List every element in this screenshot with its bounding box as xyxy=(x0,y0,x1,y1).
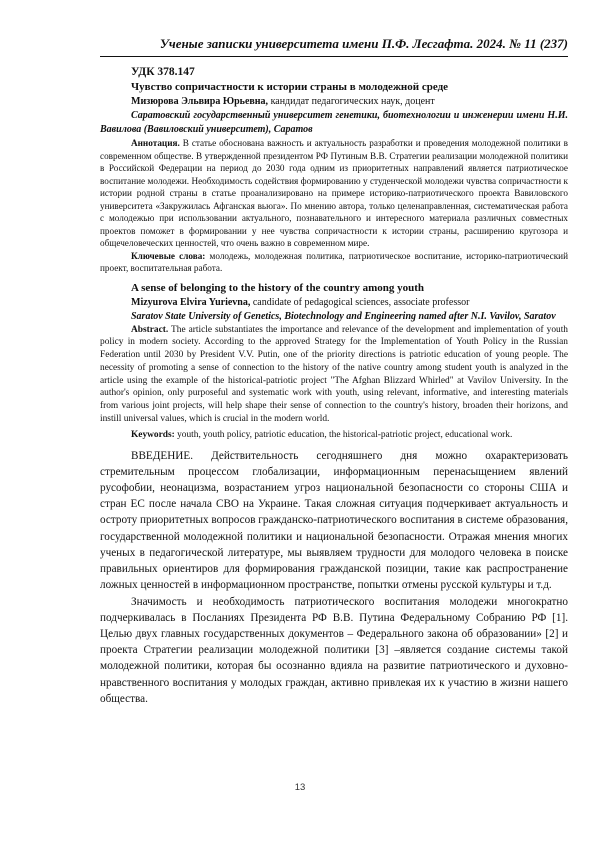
author-credentials-ru: кандидат педагогических наук, доцент xyxy=(268,96,435,107)
keywords-text-ru: молодежь, молодежная политика, патриотическое воспитание, историко-патриотический проект, воспитательная работа. xyxy=(100,250,568,273)
abstract-text-ru: В статье обоснована важность и актуальность разработки и проведения молодежной политики в современном обществе. В утвержденной президентом РФ Путиным В.В. Стратегии реализации молодежной политики в Российской Федерации на период до 2030 года одним из приоритетных направлений является патриотическое воспитание молодежи. Необходимость содействия формированию у студенческой молодежи чувства сопричастности к истории родной страны в статье проанализировано на примере историко-патриотического проекта Вавиловского университета «Закружилась Афганская вьюга». По мнению автора, только целенаправленная, систематическая работа с молодежью при использовании актуального, познавательного и интересного материала различных совместных проектов поможет в формировании у нее чувства сопричастности к истории страны, расширению кругозора и общечеловеческих ценностей, что очень важно в современном мире. xyxy=(100,138,568,248)
body-paragraph-introduction: ВВЕДЕНИЕ. Действительность сегодняшнего дня можно охарактеризовать стремительным процессом глобализации, информационным перенасыщением явлений русофобии, неонацизма, возрастанием угроз национальной безопасности со стороны США и стран ЕС после начала СВО на Украине. Такая сложная ситуация подчеркивает актуальность и остроту приоритетных вопросов гражданско-патриотического воспитания в системе образования, государственной молодежной политики и национальной безопасности. Отражая мнения многих ученых в педагогической литературе, мы выявляем трудности для молодого человека в поиске правильных ориентиров для формирования гражданской позиции, такие как распространение ложных ценностей в информационном пространстве, попытки отмены русской культуры и т.д. xyxy=(100,449,569,592)
keywords-en xyxy=(100,429,568,442)
keywords-ru xyxy=(100,250,568,275)
author-ru xyxy=(131,95,568,109)
keywords-text-en: youth, youth policy, patriotic education, the historical-patriotic project, educational work. xyxy=(174,429,513,440)
abstract-en xyxy=(100,324,568,426)
affiliation-en: Saratov State University of Genetics, Biotechnology and Engineering named after N.I. Vavilov, Saratov xyxy=(131,310,556,322)
keywords-label-ru: Ключевые слова: xyxy=(131,250,206,261)
keywords-label-en: Keywords: xyxy=(131,429,175,440)
page-number: 13 xyxy=(294,782,306,793)
author-name-ru: Мизюрова Эльвира Юрьевна, xyxy=(131,96,269,107)
body-paragraph-significance: Значимость и необходимость патриотического воспитания молодежи многократно подчеркивалась в Посланиях Президента РФ В.В. Путина Федеральному Собранию РФ [1]. Целью двух главных государственных документов – Федерального закона об образовании» [2] и проекта Стратегии реализации молодежной политики [3] –является создание системы такой молодежной политики, которая бы осознанно вдияла на развитие патриотического и духовно- нравственного воспитания у молодых граждан, активно привлекая их к участию в жизни нашего общества. xyxy=(100,595,568,705)
udk-code: УДК 378.147 xyxy=(131,66,195,78)
abstract-label-ru: Аннотация. xyxy=(131,138,180,148)
abstract-ru xyxy=(100,137,568,250)
author-en xyxy=(131,296,568,310)
header-rule xyxy=(100,56,568,57)
article-title-en: A sense of belonging to the history of the country among youth xyxy=(131,281,425,294)
article-title-ru: Чувство сопричастности к истории страны в молодежной среде xyxy=(131,81,449,93)
affiliation-ru: Саратовский государственный университет генетики, биотехнологии и инженерии имени Н.И. Вавилова (Вавиловский университет), Саратов xyxy=(100,110,568,135)
abstract-label-en: Abstract. xyxy=(131,324,169,335)
author-credentials-en: candidate of pedagogical sciences, associate professor xyxy=(250,296,470,308)
author-name-en: Mizyurova Elvira Yurievna, xyxy=(131,296,251,308)
article-content xyxy=(100,64,568,707)
abstract-text-en: The article substantiates the importance and relevance of the development and implementation of youth policy in modern society. According to the approved Strategy for the Implementation of Youth Policy in the Russian Federation until 2030 by President V.V. Putin, one of the priority directions is patriotic education of young people. The necessity of promoting a sense of connection to the history of the native country among student youth is analyzed in the article using the example of the historical-patriotic project "The Afghan Blizzard Whirled" at Vavilov University. In the author's opinion, only purposeful and systematic work with youth, using relevant, informative, and interesting materials from various joint projects, will help shape their sense of connection to the country's history, broaden their horizons, and instill universal values, which is crucial in the modern world. xyxy=(100,324,568,425)
journal-header: Ученые записки университета имени П.Ф. Лесгафта. 2024. № 11 (237) xyxy=(159,36,568,51)
